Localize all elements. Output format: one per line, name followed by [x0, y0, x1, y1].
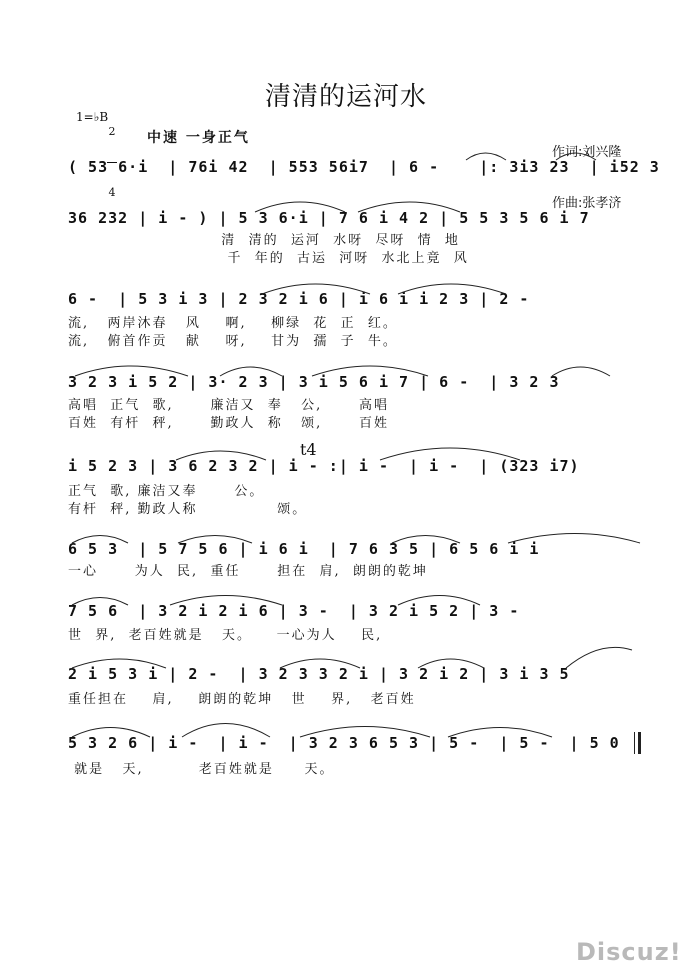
slur: [566, 647, 632, 668]
slur: [170, 596, 282, 606]
slur: [178, 536, 252, 544]
slur: [262, 284, 370, 294]
slur: [280, 659, 360, 668]
lyric-row-5-verse-1: 正气 歌, 廉洁又奉 公。: [68, 484, 265, 499]
notation-row-7: 7 5 6 | 3 2 i 2 i 6 | 3 - | 3 2 i 5 2 | 3 -: [68, 602, 520, 620]
lyric-row-6: 一心 为人 民, 重任 担在 肩, 朗朗的乾坤: [68, 564, 428, 579]
slur: [398, 596, 480, 606]
lyric-row-5-verse-2: 有杆 秤, 勤政人称 颂。: [68, 502, 308, 517]
notation-row-9: 5 3 2 6 | i - | i - | 3 2 3 6 5 3 | 5 - | 5 - | 5 0: [68, 734, 620, 752]
slur: [72, 598, 128, 606]
slur: [392, 536, 460, 544]
notation-row-8: 2 i 5 3 i | 2 - | 3 2 3 3 2 i | 3 2 i 2 | 3 i 3 5: [68, 665, 570, 683]
tempo-marking: 中速 一身正气: [147, 130, 250, 146]
slur: [300, 727, 430, 738]
key-signature: 1=♭B: [76, 110, 109, 124]
slur: [418, 659, 484, 668]
slur: [255, 202, 345, 212]
lyric-row-4-verse-1: 高唱 正气 歌, 廉洁又 奉 公, 高唱: [68, 398, 390, 413]
notation-row-6: 6 5 3 | 5 7 5 6 | i 6 i | 7 6 3 5 | 6 5 6 i i: [68, 540, 540, 558]
slur: [552, 367, 610, 376]
lyricist: 作词:刘兴隆: [552, 145, 622, 160]
lyric-row-2-verse-1: 清 清的 运河 水呀 尽呀 情 地: [68, 233, 460, 248]
slur: [358, 202, 460, 212]
notation-row-3: 6 - | 5 3 i 3 | 2 3 2 i 6 | i 6 i i 2 3 | 2 -: [68, 290, 530, 308]
lyric-row-4-verse-2: 百姓 有杆 秤, 勤政人 称 颂, 百姓: [68, 416, 390, 431]
time-top: 2: [108, 125, 116, 138]
lyric-row-3-verse-2: 流, 俯首作贡 献 呀, 甘为 孺 子 牛。: [68, 334, 398, 349]
notation-row-5: i 5 2 3 | 3 6 2 3 2 | i - :| i - | i - | (323 i7): [68, 457, 580, 475]
slur: [556, 153, 596, 160]
slur: [312, 366, 428, 376]
lyric-row-2-verse-2: 千 年的 古运 河呀 水北上竟 风: [68, 251, 469, 266]
slur: [448, 728, 552, 738]
slur: [220, 367, 282, 376]
slur: [75, 366, 188, 376]
slur: [72, 536, 128, 544]
slur: [182, 724, 270, 738]
song-title: 清清的运河水: [264, 82, 427, 112]
lyric-row-9: 就是 天, 老百姓就是 天。: [68, 762, 335, 777]
lyric-row-7: 世 界, 老百姓就是 天。 一心为人 民,: [68, 628, 383, 643]
lyric-row-3-verse-1: 流, 两岸沐春 风 啊, 柳绿 花 正 红。: [68, 316, 398, 331]
slur: [398, 284, 506, 294]
slur: [466, 153, 506, 160]
section-marker: t4: [300, 440, 317, 459]
slur: [176, 451, 266, 460]
time-bottom: 4: [108, 186, 116, 199]
slur: [380, 448, 520, 460]
watermark-logo: Discuz!: [576, 938, 682, 966]
notation-row-4: 3 2 3 i 5 2 | 3· 2 3 | 3 i 5 6 i 7 | 6 - | 3 2 3: [68, 373, 560, 391]
notation-row-1: ( 53 6·i | 76i 42 | 553 56i7 | 6 - |: 3i3 23 | i52 3: [68, 158, 660, 176]
slur: [508, 534, 640, 544]
slur: [72, 659, 166, 668]
composer: 作曲:张孝济: [552, 196, 622, 211]
lyric-row-8: 重任担在 肩, 朗朗的乾坤 世 界, 老百姓: [68, 692, 416, 707]
slur: [72, 728, 150, 738]
notation-row-2: 36 232 | i - ) | 5 3 6·i | 7 6 i 4 2 | 5 5 3 5 6 i 7: [68, 209, 590, 227]
